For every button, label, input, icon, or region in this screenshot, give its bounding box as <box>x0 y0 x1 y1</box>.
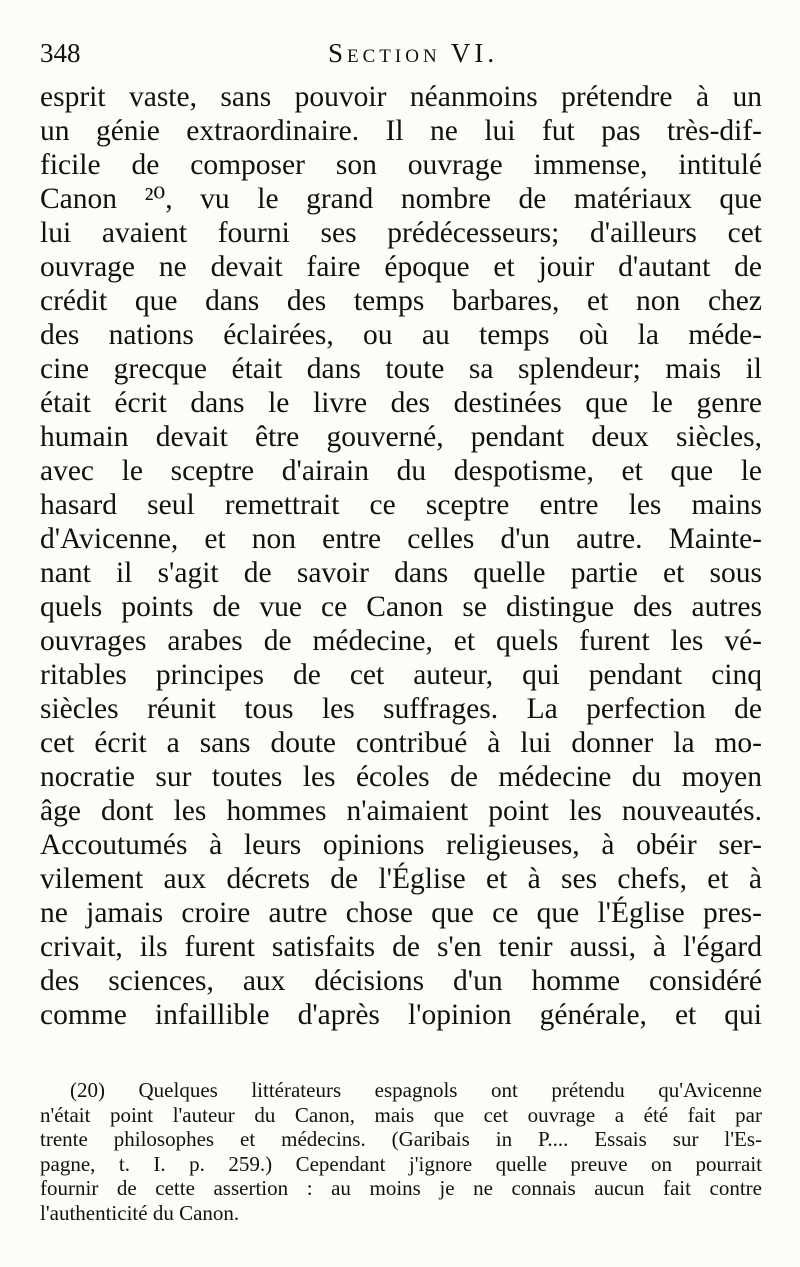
footnote <box>40 1078 762 1225</box>
main-text <box>40 80 762 1032</box>
text-line: hasard seul remettrait ce sceptre entre les mains <box>40 489 762 521</box>
text-line: siècles réunit tous les suffrages. La perfection de <box>40 693 762 725</box>
text-line: âge dont les hommes n'aimaient point les nouveautés. <box>40 795 762 827</box>
text-line: ficile de composer son ouvrage immense, intitulé <box>40 149 762 181</box>
footnote-line: n'était point l'auteur du Canon, mais que cet ouvrage a été fait par <box>40 1102 762 1127</box>
text-line: était écrit dans le livre des destinées que le genre <box>40 387 762 419</box>
text-line: humain devait être gouverné, pendant deux siècles, <box>40 421 762 453</box>
footnote-line: l'authenticité du Canon. <box>40 1200 240 1225</box>
text-line: esprit vaste, sans pouvoir néanmoins prétendre à un <box>40 81 762 113</box>
running-head: Section VI. <box>328 38 499 68</box>
text-line: d'Avicenne, et non entre celles d'un autre. Mainte- <box>40 523 762 555</box>
text-line: des sciences, aux décisions d'un homme considéré <box>40 965 762 997</box>
text-line: comme infaillible d'après l'opinion générale, et qui <box>40 999 762 1031</box>
text-line: un génie extraordinaire. Il ne lui fut pas très-dif- <box>40 115 762 147</box>
text-line: crivait, ils furent satisfaits de s'en tenir aussi, à l'égard <box>40 931 762 963</box>
footnote-line: fournir de cette assertion : au moins je ne connais aucun fait contre <box>40 1176 762 1200</box>
footnote-line: pagne, t. I. p. 259.) Cependant j'ignore quelle preuve on pourrait <box>40 1151 762 1176</box>
text-line: avec le sceptre d'airain du despotisme, et que le <box>40 455 762 487</box>
text-line: nocratie sur toutes les écoles de médecine du moyen <box>40 761 762 793</box>
text-line: cine grecque était dans toute sa splendeur; mais il <box>40 353 762 385</box>
text-line: lui avaient fourni ses prédécesseurs; d'ailleurs cet <box>40 217 762 249</box>
text-line: cet écrit a sans doute contribué à lui donner la mo- <box>40 727 762 759</box>
text-line: crédit que dans des temps barbares, et non chez <box>40 285 762 317</box>
text-line: quels points de vue ce Canon se distingue des autres <box>40 591 762 623</box>
text-line: ritables principes de cet auteur, qui pendant cinq <box>40 659 762 691</box>
text-line: vilement aux décrets de l'Église et à ses chefs, et à <box>40 863 762 895</box>
text-line: des nations éclairées, ou au temps où la méde- <box>40 319 762 351</box>
text-line: nant il s'agit de savoir dans quelle partie et sous <box>40 557 762 589</box>
footnote-line: (20) Quelques littérateurs espagnols ont prétendu qu'Avicenne <box>70 1078 762 1102</box>
text-line: ne jamais croire autre chose que ce que l'Église pres- <box>40 897 762 929</box>
footnote-line: trente philosophes et médecins. (Garibais in P.... Essais sur l'Es- <box>40 1127 762 1151</box>
page-header <box>40 38 760 78</box>
text-line: ouvrages arabes de médecine, et quels furent les vé- <box>40 625 762 657</box>
text-line: ouvrage ne devait faire époque et jouir d'autant de <box>40 251 762 283</box>
text-line: Canon ²⁰, vu le grand nombre de matériaux que <box>40 183 762 215</box>
text-line: Accoutumés à leurs opinions religieuses, à obéir ser- <box>40 829 762 861</box>
page-number: 348 <box>40 38 81 68</box>
